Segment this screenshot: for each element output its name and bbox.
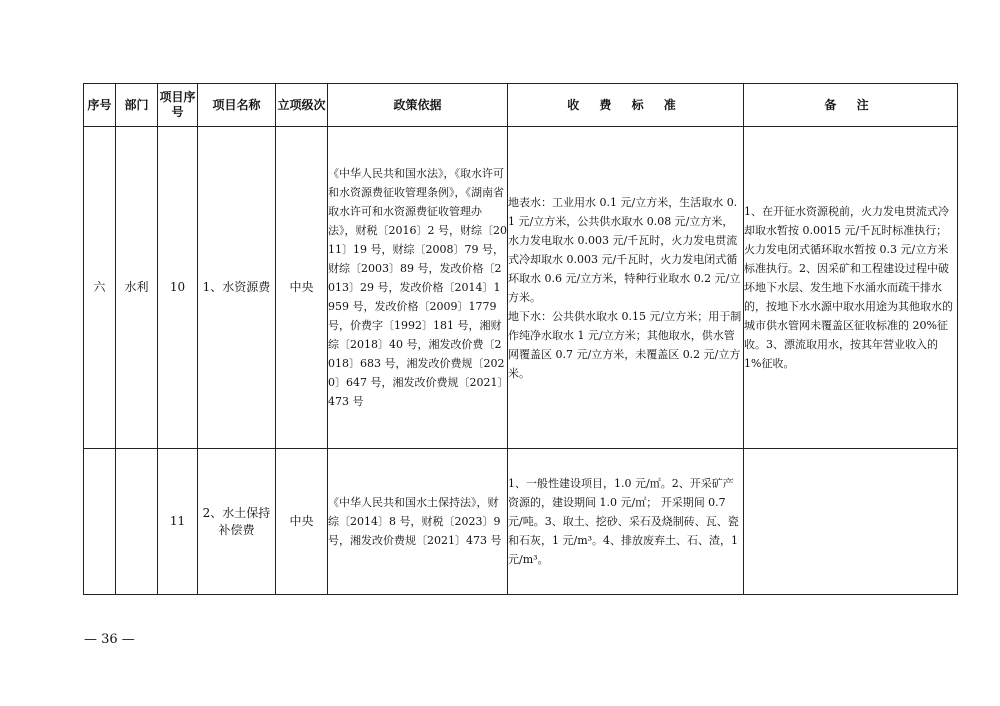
header-standard: 收 费 标 准 (508, 84, 744, 127)
cell-remarks (744, 449, 958, 595)
cell-dept (116, 449, 158, 595)
table-row (84, 127, 958, 449)
standard-surface-water: 地表水：工业用水 0.1 元/立方米，生活取水 0.1 元/立方米，公共供水取水 0.08 元/立方米，水力发电取水 0.003 元/千瓦时，火力发电贯流式冷却取水 0.003 元/千瓦时，火力发电闭式循环取水 0.6 元/立方米，特种行业取水 0.2 元/立方米。 (508, 195, 741, 304)
header-basis: 政策依据 (328, 84, 508, 127)
header-row (84, 84, 958, 127)
cell-standard (508, 127, 744, 449)
header-remarks: 备 注 (744, 84, 958, 127)
cell-basis: 《中华人民共和国水法》，《取水许可和水资源费征收管理条例》，《湖南省取水许可和水资源费征收管理办法》，财税〔2016〕2 号，财综〔2011〕19 号，财综〔2008〕79 号，财综〔2003〕89 号，发改价格〔2013〕29 号，发改价格〔2014〕1959 号，发改价格〔2009〕1779 号，价费字〔1992〕181 号，湘财综〔2018〕40 号，湘发改价费〔2018〕683 号，湘发改价费规〔2020〕647 号，湘发改价费规〔2021〕473 号 (328, 127, 508, 449)
header-item-seq: 项目序号 (158, 84, 198, 127)
page-number: — 36 — (84, 632, 135, 647)
cell-seq: 六 (84, 127, 116, 449)
cell-item-seq: 10 (158, 127, 198, 449)
cell-remarks: 1、在开征水资源税前，火力发电贯流式冷却取水暂按 0.0015 元/千瓦时标准执行；火力发电闭式循环取水暂按 0.3 元/立方米标准执行。2、因采矿和工程建设过程中破坏地下水层、发生地下水涌水而疏干排水的，按地下水水源中取水用途为其他取水的城市供水管网未覆盖区征收标准的 20%征收。3、漂流取用水，按其年营业收入的 1%征收。 (744, 127, 958, 449)
table-row (84, 449, 958, 595)
fee-table (83, 83, 958, 595)
standard-ground-water: 地下水：公共供水取水 0.15 元/立方米；用于制作纯净水取水 1 元/立方米；其他取水，供水管网覆盖区 0.7 元/立方米，未覆盖区 0.2 元/立方米。 (508, 309, 742, 380)
cell-level: 中央 (276, 127, 328, 449)
cell-level: 中央 (276, 449, 328, 595)
header-dept: 部门 (116, 84, 158, 127)
header-item-name: 项目名称 (198, 84, 276, 127)
cell-seq (84, 449, 116, 595)
cell-item-seq: 11 (158, 449, 198, 595)
cell-dept: 水利 (116, 127, 158, 449)
cell-standard: 1、一般性建设项目，1.0 元/㎡。2、开采矿产资源的，建设期间 1.0 元/㎡； 开采期间 0.7 元/吨。3、取土、挖砂、采石及烧制砖、瓦、瓷和石灰，1 元/m³。4、排放废弃土、石、渣，1 元/m³。 (508, 449, 744, 595)
header-seq: 序号 (84, 84, 116, 127)
cell-basis: 《中华人民共和国水土保持法》，财综〔2014〕8 号，财税〔2023〕9 号，湘发改价费规〔2021〕473 号 (328, 449, 508, 595)
cell-item-name: 2、水土保持补偿费 (198, 449, 276, 595)
header-level: 立项级次 (276, 84, 328, 127)
cell-item-name: 1、水资源费 (198, 127, 276, 449)
